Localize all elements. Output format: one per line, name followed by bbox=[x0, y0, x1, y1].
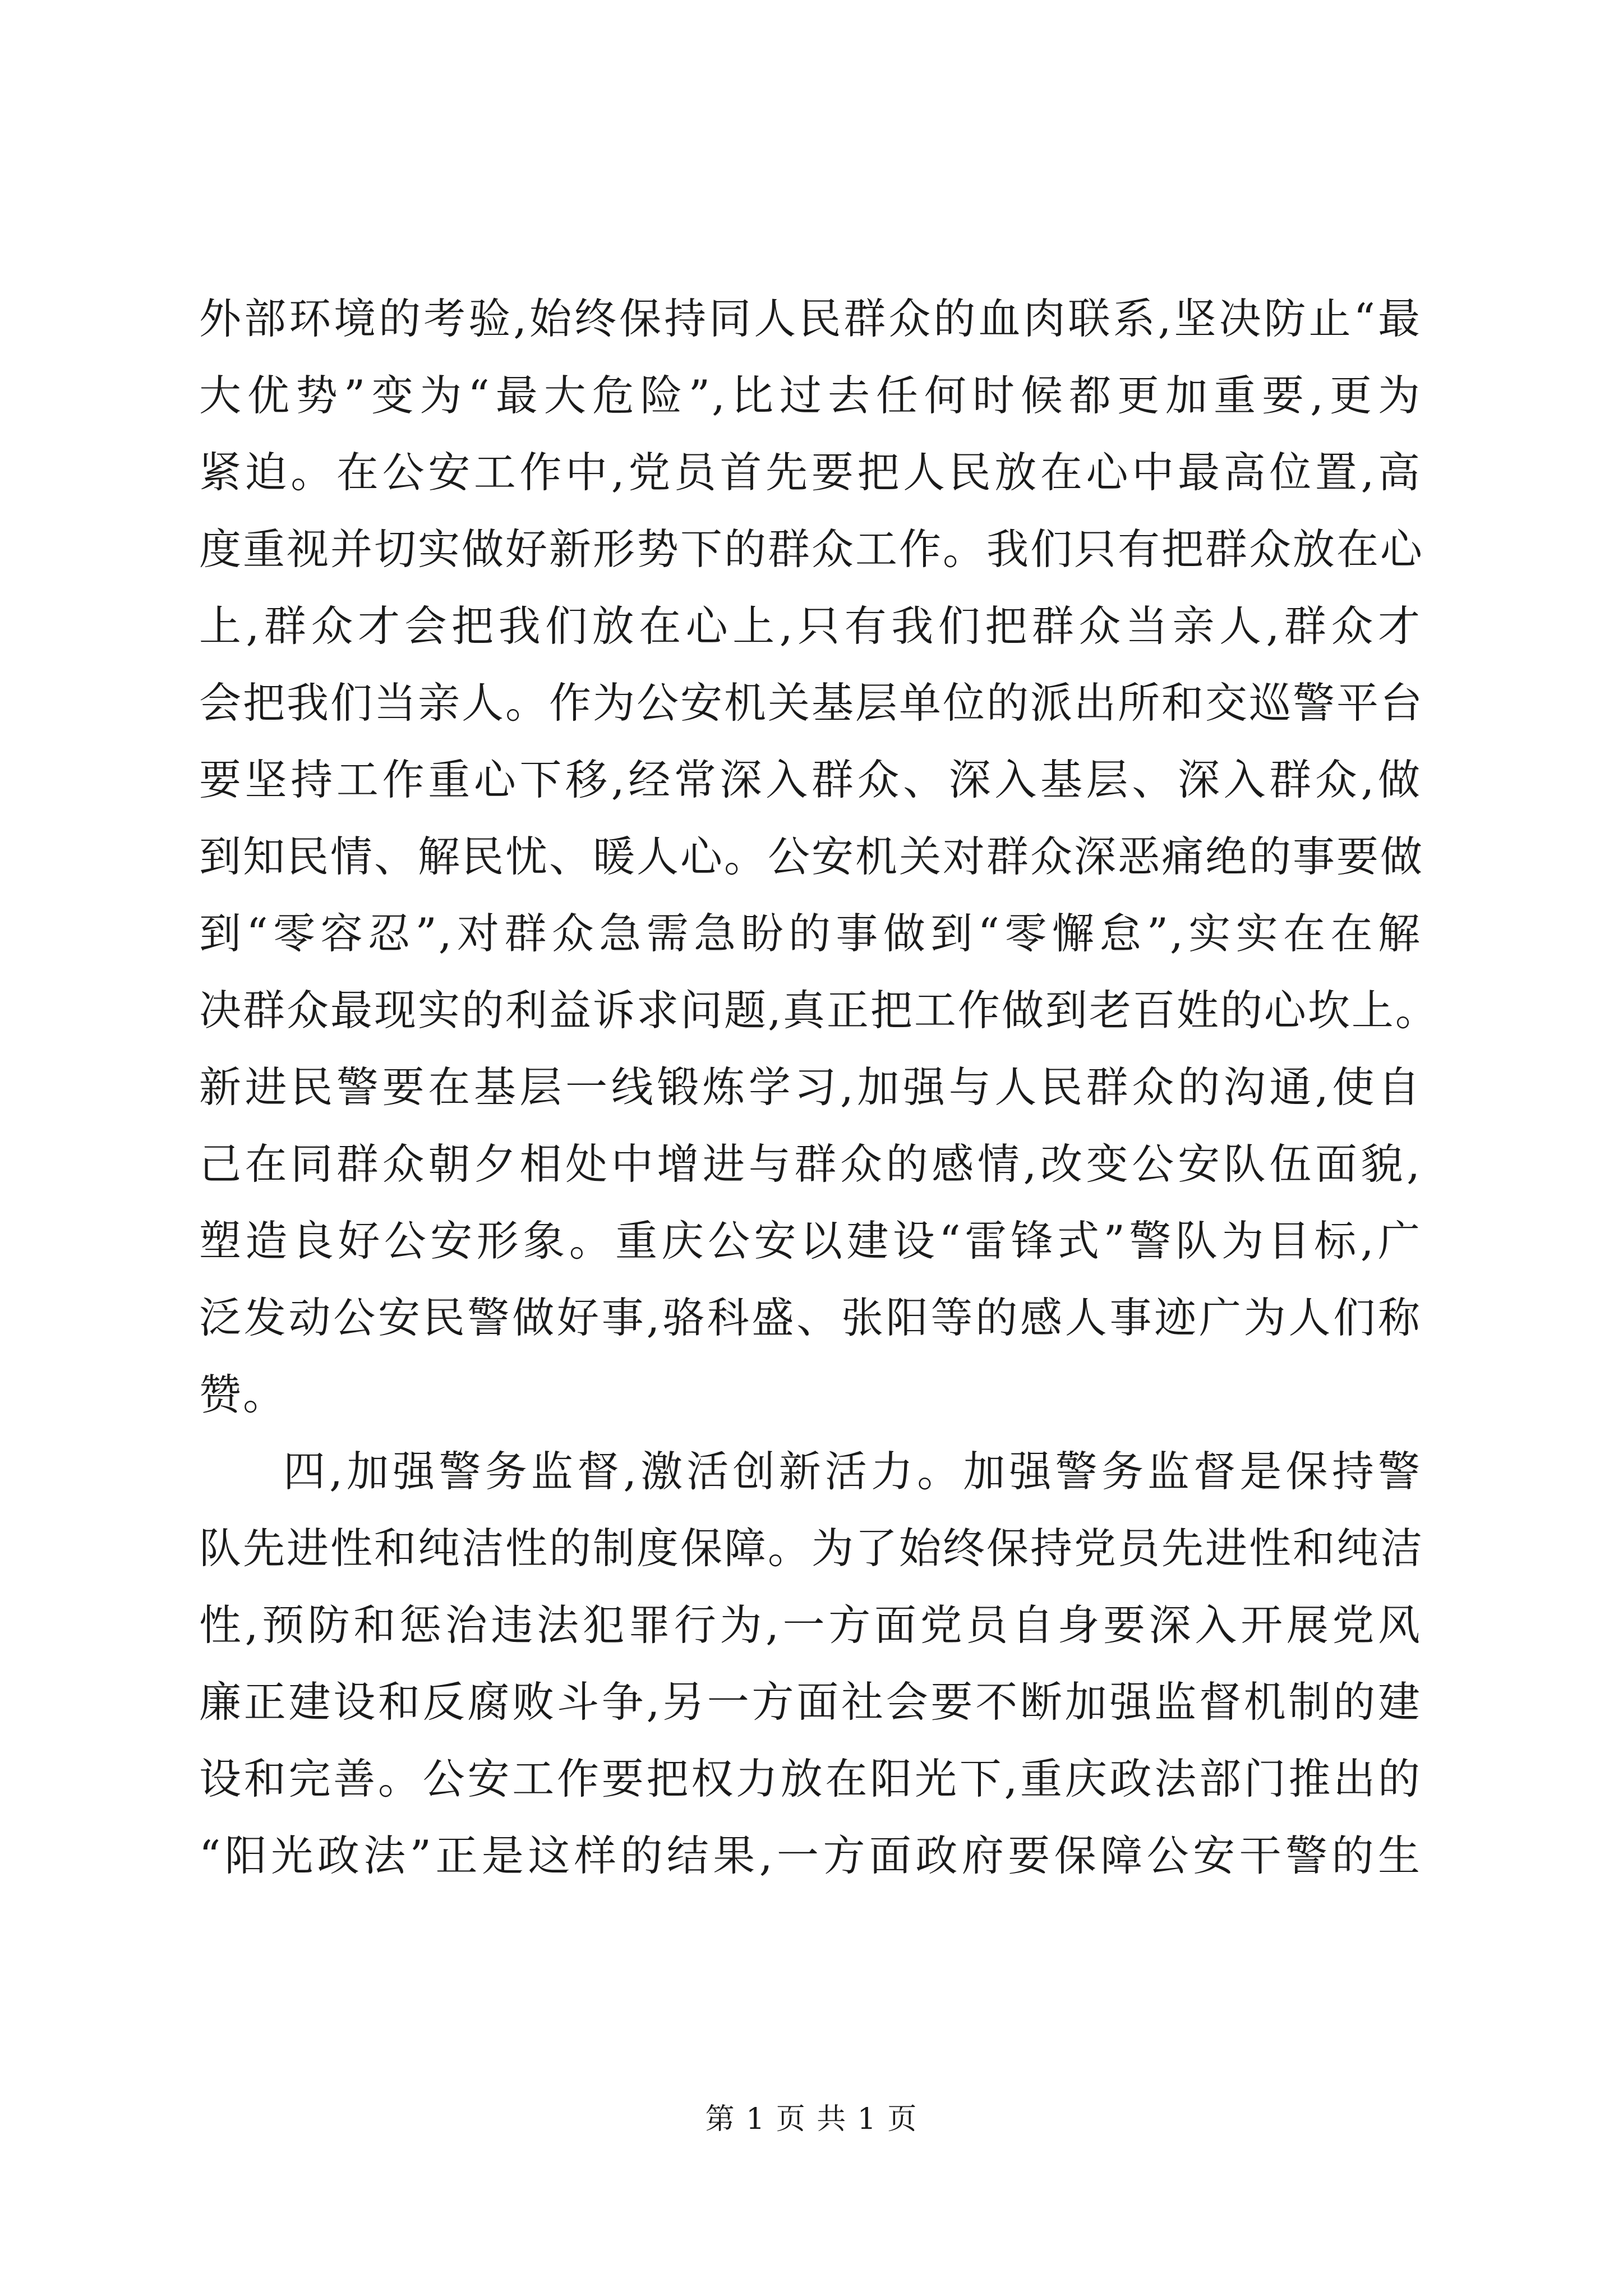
text-line: 赞。 bbox=[199, 1370, 287, 1419]
text-line: 到知民情、解民忧、暖人心。公安机关对群众深恶痛绝的事要做 bbox=[199, 832, 1424, 881]
text-line: 四,加强警务监督,激活创新活力。加强警务监督是保持警 bbox=[283, 1447, 1422, 1496]
text-line: 上,群众才会把我们放在心上,只有我们把群众当亲人,群众才 bbox=[199, 601, 1422, 651]
text-line: 新进民警要在基层一线锻炼学习,加强与人民群众的沟通,使自 bbox=[199, 1062, 1422, 1112]
text-line: 塑造良好公安形象。重庆公安以建设“雷锋式”警队为目标,广 bbox=[199, 1216, 1422, 1266]
text-line: 度重视并切实做好新形势下的群众工作。我们只有把群众放在心 bbox=[199, 524, 1424, 574]
text-line: 外部环境的考验,始终保持同人民群众的血肉联系,坚决防止“最 bbox=[199, 294, 1422, 343]
text-line: 大优势”变为“最大危险”,比过去任何时候都更加重要,更为 bbox=[199, 371, 1422, 420]
text-line: 廉正建设和反腐败斗争,另一方面社会要不断加强监督机制的建 bbox=[199, 1677, 1422, 1727]
page-footer: 第 1 页 共 1 页 bbox=[705, 2102, 918, 2136]
text-line: “阳光政法”正是这样的结果,一方面政府要保障公安干警的生 bbox=[199, 1831, 1422, 1880]
text-line: 要坚持工作重心下移,经常深入群众、深入基层、深入群众,做 bbox=[199, 755, 1422, 804]
body-text bbox=[199, 280, 1439, 1894]
text-line: 泛发动公安民警做好事,骆科盛、张阳等的感人事迹广为人们称 bbox=[199, 1293, 1422, 1342]
text-line: 己在同群众朝夕相处中增进与群众的感情,改变公安队伍面貌, bbox=[199, 1139, 1422, 1189]
text-line: 紧迫。在公安工作中,党员首先要把人民放在心中最高位置,高 bbox=[199, 448, 1422, 497]
text-line: 队先进性和纯洁性的制度保障。为了始终保持党员先进性和纯洁 bbox=[199, 1524, 1424, 1573]
text-line: 到“零容忍”,对群众急需急盼的事做到“零懈怠”,实实在在解 bbox=[199, 909, 1422, 958]
text-line: 决群众最现实的利益诉求问题,真正把工作做到老百姓的心坎上。 bbox=[199, 986, 1439, 1035]
text-line: 会把我们当亲人。作为公安机关基层单位的派出所和交巡警平台 bbox=[199, 678, 1424, 728]
text-line: 性,预防和惩治违法犯罪行为,一方面党员自身要深入开展党风 bbox=[199, 1600, 1422, 1650]
text-line: 设和完善。公安工作要把权力放在阳光下,重庆政法部门推出的 bbox=[199, 1754, 1422, 1803]
